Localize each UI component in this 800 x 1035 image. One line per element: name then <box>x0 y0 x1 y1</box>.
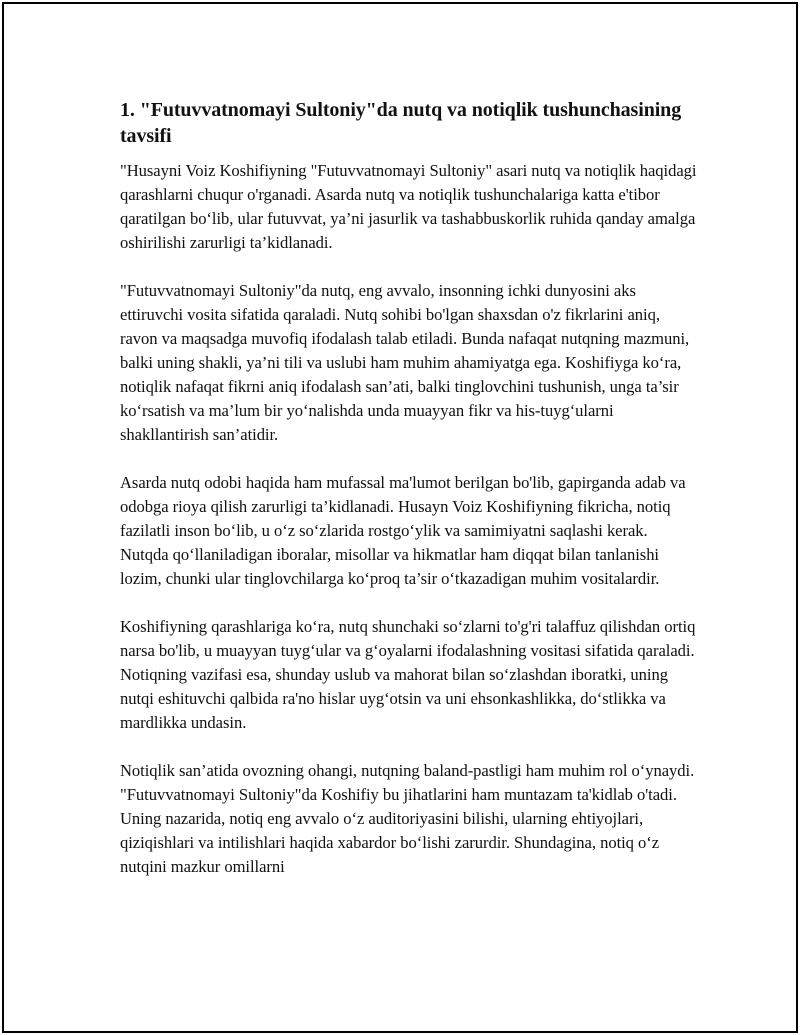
paragraph: "Futuvvatnomayi Sultoniy"da nutq, eng avvalo, insonning ichki dunyosini aks ettiruvchi vosita sifatida qaraladi. Nutq sohibi bo'lgan shaxsdan o'z fikrlarini aniq, ravon va maqsadga muvofiq ifodalash talab etiladi. Bunda nafaqat nutqning mazmuni, balki uning shakli, ya’ni tili va uslubi ham muhim ahamiyatga ega. Koshifiyga ko‘ra, notiqlik nafaqat fikrni aniq ifodalash san’ati, balki tinglovchini tushunish, unga ta’sir ko‘rsatish va ma’lum bir yo‘nalishda unda muayyan fikr va his-tuyg‘ularni shakllantirish san’atidir. <box>120 281 690 444</box>
paragraph: Notiqlik san’atida ovozning ohangi, nutqning baland-pastligi ham muhim rol o‘ynaydi. "Futuvvatnomayi Sultoniy"da Koshifiy bu jihatlarini ham muntazam ta'kidlab o'tadi. Uning nazarida, notiq eng avvalo o‘z auditoriyasini bilishi, ularning ehtiyojlari, qiziqishlari va intilishlari haqida xabardor bo‘lishi zarurdir. Shundagina, notiq o‘z nutqini mazkur omillarni <box>120 761 695 876</box>
document-body <box>120 97 700 903</box>
paragraph: Koshifiyning qarashlariga ko‘ra, nutq shunchaki so‘zlarni to'g'ri talaffuz qilishdan ortiq narsa bo'lib, u muayyan tuyg‘ular va g‘oyalarni ifodalashning vositasi sifatida qaraladi. Notiqning vazifasi esa, shunday uslub va mahorat bilan so‘zlashdan iboratki, uning nutqi eshituvchi qalbida ra'no hislar uyg‘otsin va uni ehsonkashlikka, do‘stlikka va mardlikka undasin. <box>120 617 696 732</box>
document-page <box>2 2 798 1033</box>
section-heading: 1. "Futuvvatnomayi Sultoniy"da nutq va notiqlik tushunchasining tavsifi <box>120 99 682 147</box>
paragraph: Asarda nutq odobi haqida ham mufassal ma'lumot berilgan bo'lib, gapirganda adab va odobga rioya qilish zarurligi ta’kidlanadi. Husayn Voiz Koshifiyning fikricha, notiq fazilatli inson bo‘lib, u o‘z so‘zlarida rostgo‘ylik va samimiyatni saqlashi kerak. Nutqda qo‘llaniladigan iboralar, misollar va hikmatlar ham diqqat bilan tanlanishi lozim, chunki ular tinglovchilarga ko‘proq ta’sir o‘tkazadigan muhim vositalardir. <box>120 473 686 588</box>
paragraph: "Husayni Voiz Koshifiyning "Futuvvatnomayi Sultoniy" asari nutq va notiqlik haqidagi qarashlarni chuqur o'rganadi. Asarda nutq va notiqlik tushunchalariga katta e'tibor qaratilgan bo‘lib, ular futuvvat, ya’ni jasurlik va tashabbuskorlik ruhida qanday amalga oshirilishi zarurligi ta’kidlanadi. <box>120 161 697 252</box>
